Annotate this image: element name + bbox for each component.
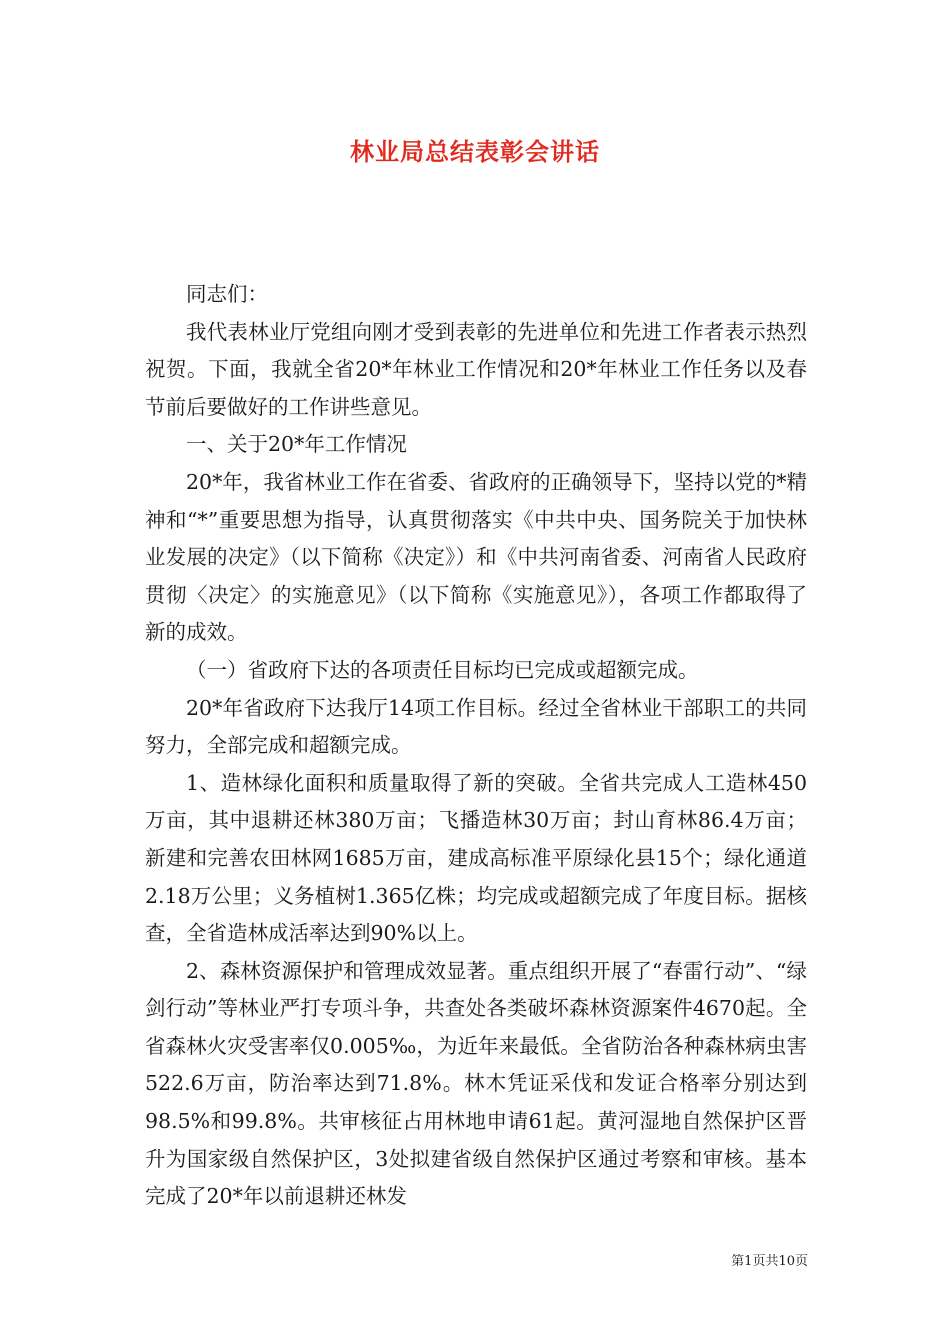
page-number: 第1页共10页 bbox=[731, 1254, 808, 1269]
paragraph-targets: 20*年省政府下达我厅14项工作目标。经过全省林业干部职工的共同努力，全部完成和超额完成。 bbox=[145, 695, 807, 758]
document-title: 林业局总结表彰会讲话 bbox=[350, 137, 600, 166]
paragraph-greeting: 同志们： bbox=[186, 282, 268, 306]
paragraph-protection: 2、森林资源保护和管理成效显著。重点组织开展了“春雷行动”、“绿剑行动”等林业严打专项斗争，共查处各类破坏森林资源案件4670起。全省森林火灾受害率仅0.005‰，为近年来最低。全省防治各种森林病虫害522.6万亩，防治率达到71.8%。林木凭证采伐和发证合格率分别达到98.5%和99.8%。共审核征占用林地申请61起。黄河湿地自然保护区晋升为国家级自然保护区，3处拟建省级自然保护区通过考察和审核。基本完成了20*年以前退耕还林发 bbox=[145, 958, 807, 1209]
document-body bbox=[145, 276, 807, 1216]
paragraph-afforestation: 1、造林绿化面积和质量取得了新的突破。全省共完成人工造林450万亩，其中退耕还林380万亩；飞播造林30万亩；封山育林86.4万亩；新建和完善农田林网1685万亩，建成高标准平原绿化县15个；绿化通道2.18万公里；义务植树1.365亿株；均完成或超额完成了年度目标。据核查，全省造林成活率达到90%以上。 bbox=[145, 770, 807, 946]
section-heading-1: 一、关于20*年工作情况 bbox=[186, 432, 407, 457]
paragraph-intro: 我代表林业厅党组向刚才受到表彰的先进单位和先进工作者表示热烈祝贺。下面，我就全省20*年林业工作情况和20*年林业工作任务以及春节前后要做好的工作讲些意见。 bbox=[145, 319, 807, 419]
subsection-heading-1: （一）省政府下达的各项责任目标均已完成或超额完成。 bbox=[186, 657, 699, 682]
paragraph-overview: 20*年，我省林业工作在省委、省政府的正确领导下，坚持以党的*精神和“*”重要思想为指导，认真贯彻落实《中共中央、国务院关于加快林业发展的决定》（以下简称《决定》）和《中共河南省委、河南省人民政府贯彻〈决定〉的实施意见》（以下简称《实施意见》），各项工作都取得了新的成效。 bbox=[145, 469, 807, 645]
